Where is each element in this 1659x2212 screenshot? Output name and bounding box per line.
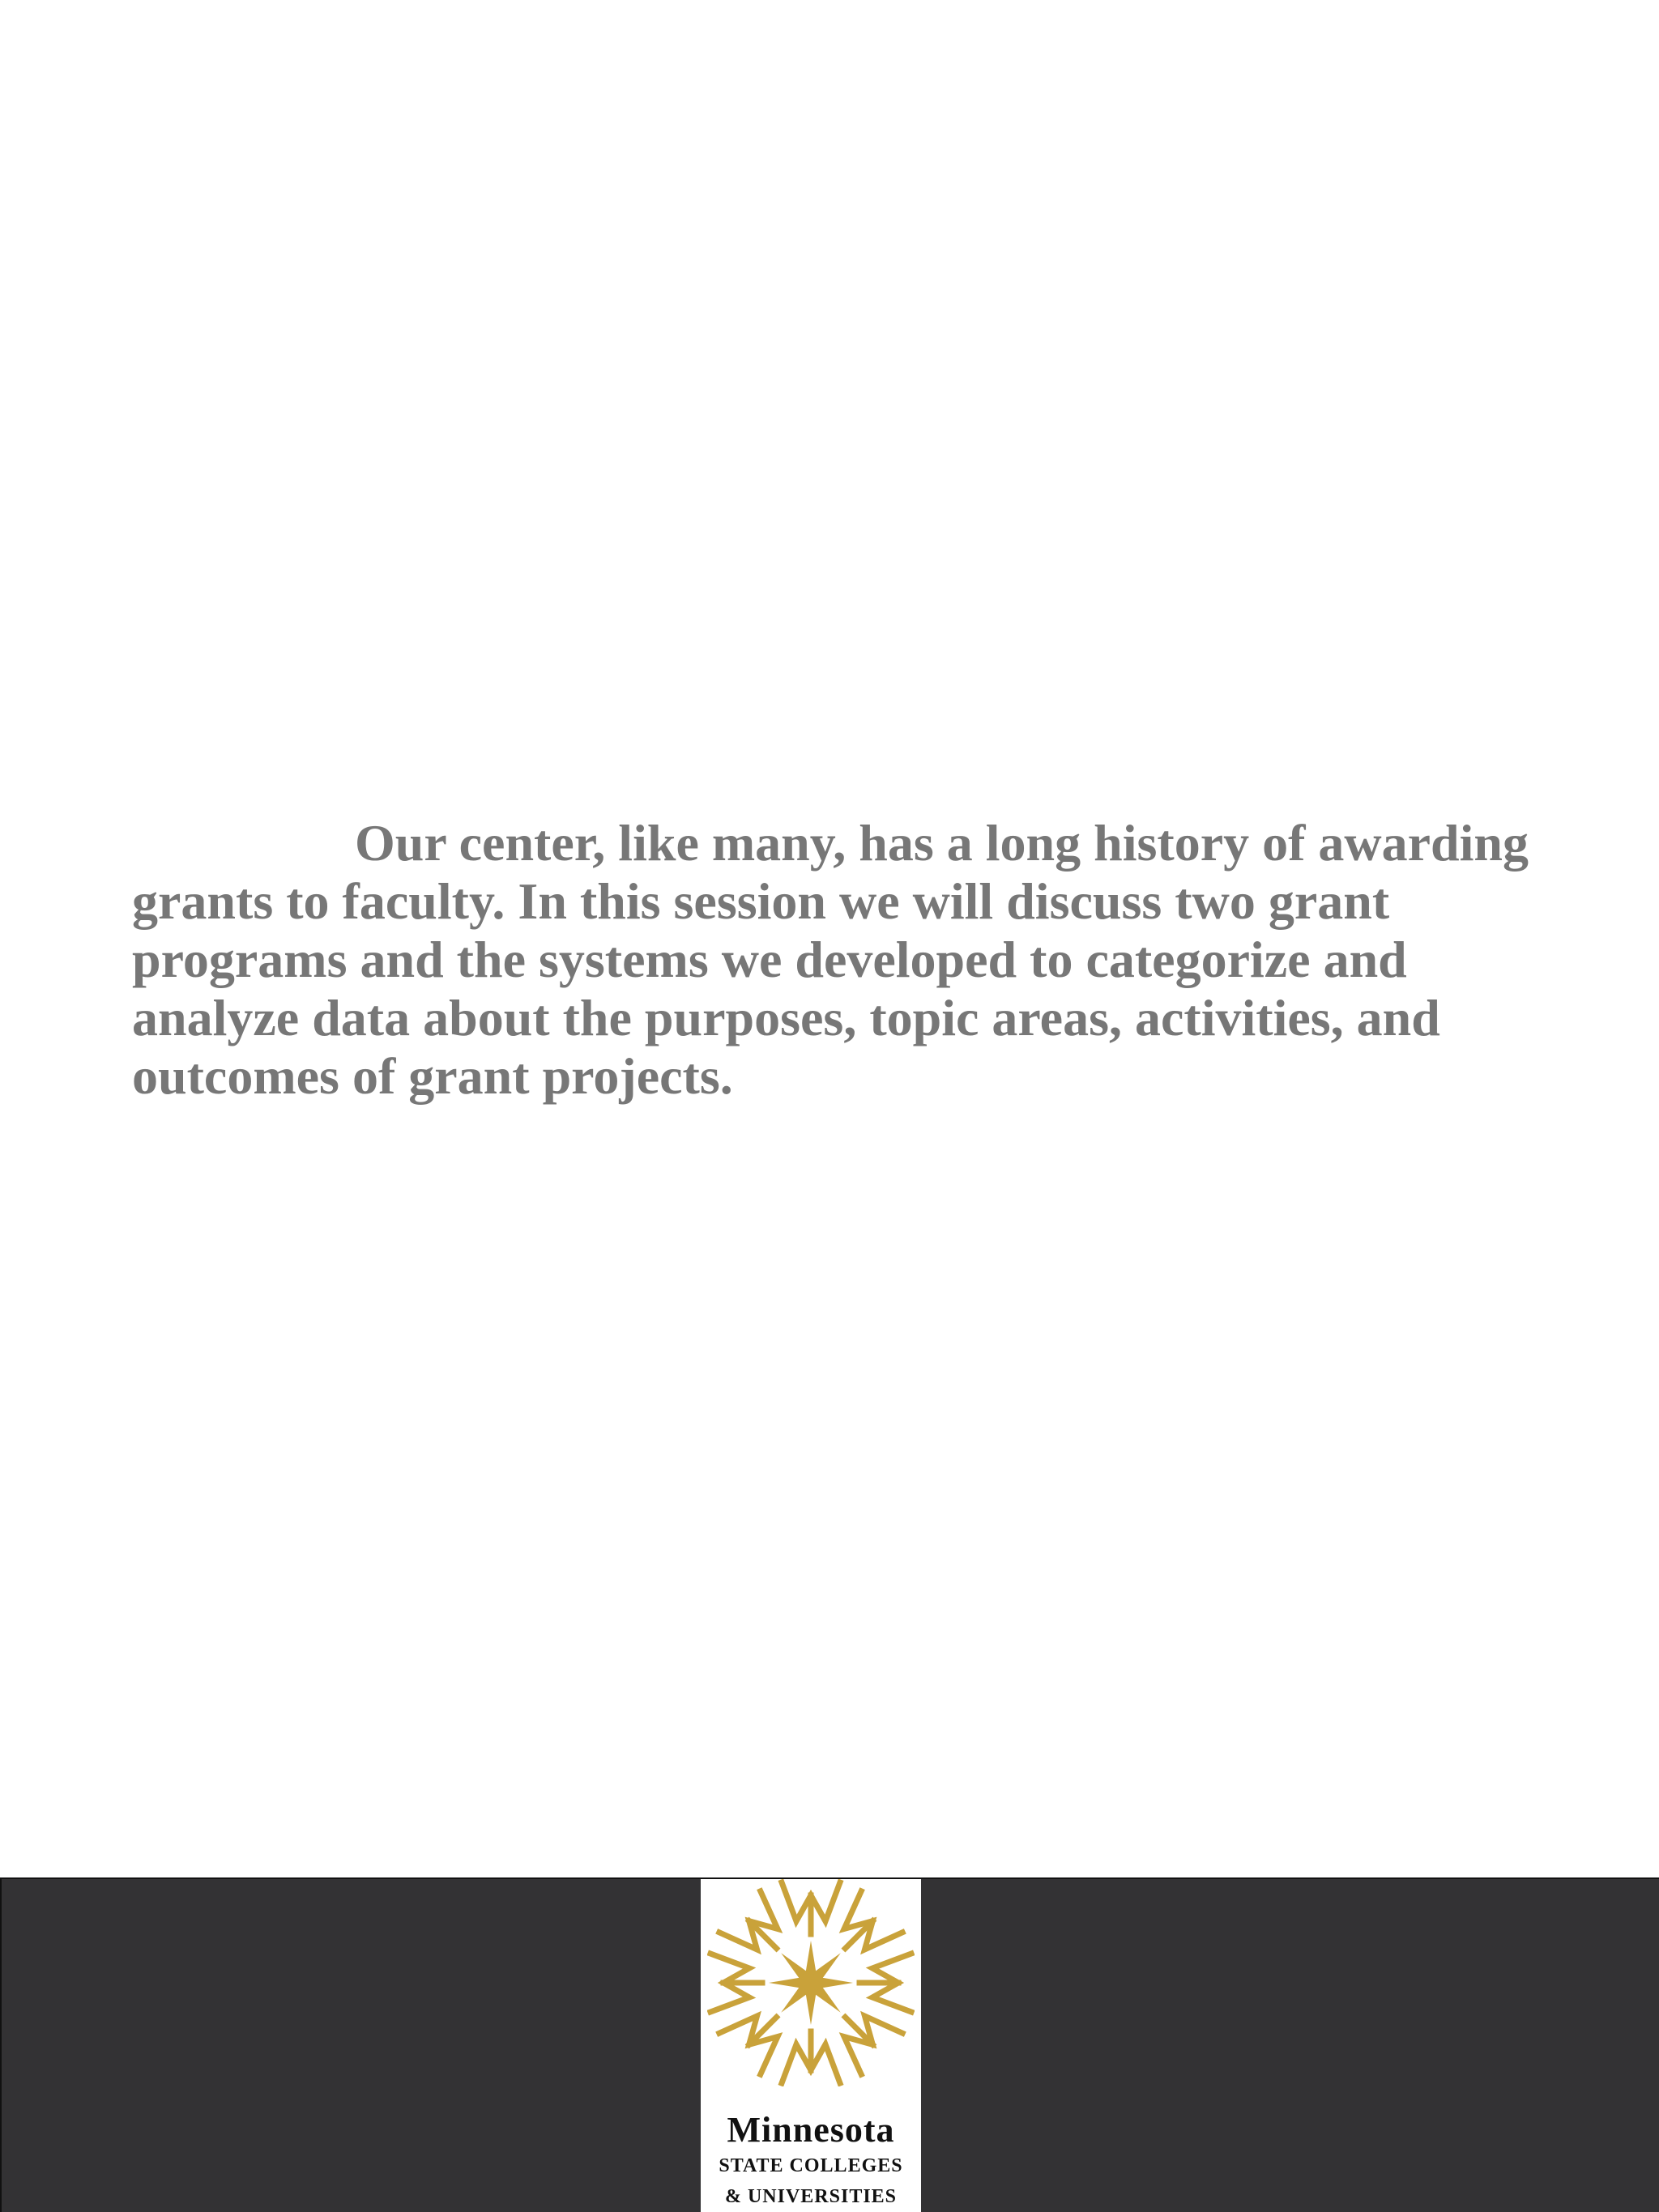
abstract-paragraph: Our center, like many, has a long history of awarding grants to faculty. In this session we will discuss two grant programs and the systems we developed to categorize and analyze data about the purposes, topic areas, activities, and outcomes of grant projects. xyxy=(132,814,1529,1105)
logo-name: Minnesota xyxy=(727,2110,895,2150)
emblem-star xyxy=(769,1941,853,2025)
logo-line-3: & UNIVERSITIES xyxy=(724,2186,898,2207)
logo-line-2: STATE COLLEGES xyxy=(719,2155,903,2176)
minnesota-state-logo xyxy=(701,1879,921,2212)
minnesota-star-emblem-icon xyxy=(707,1879,915,2086)
